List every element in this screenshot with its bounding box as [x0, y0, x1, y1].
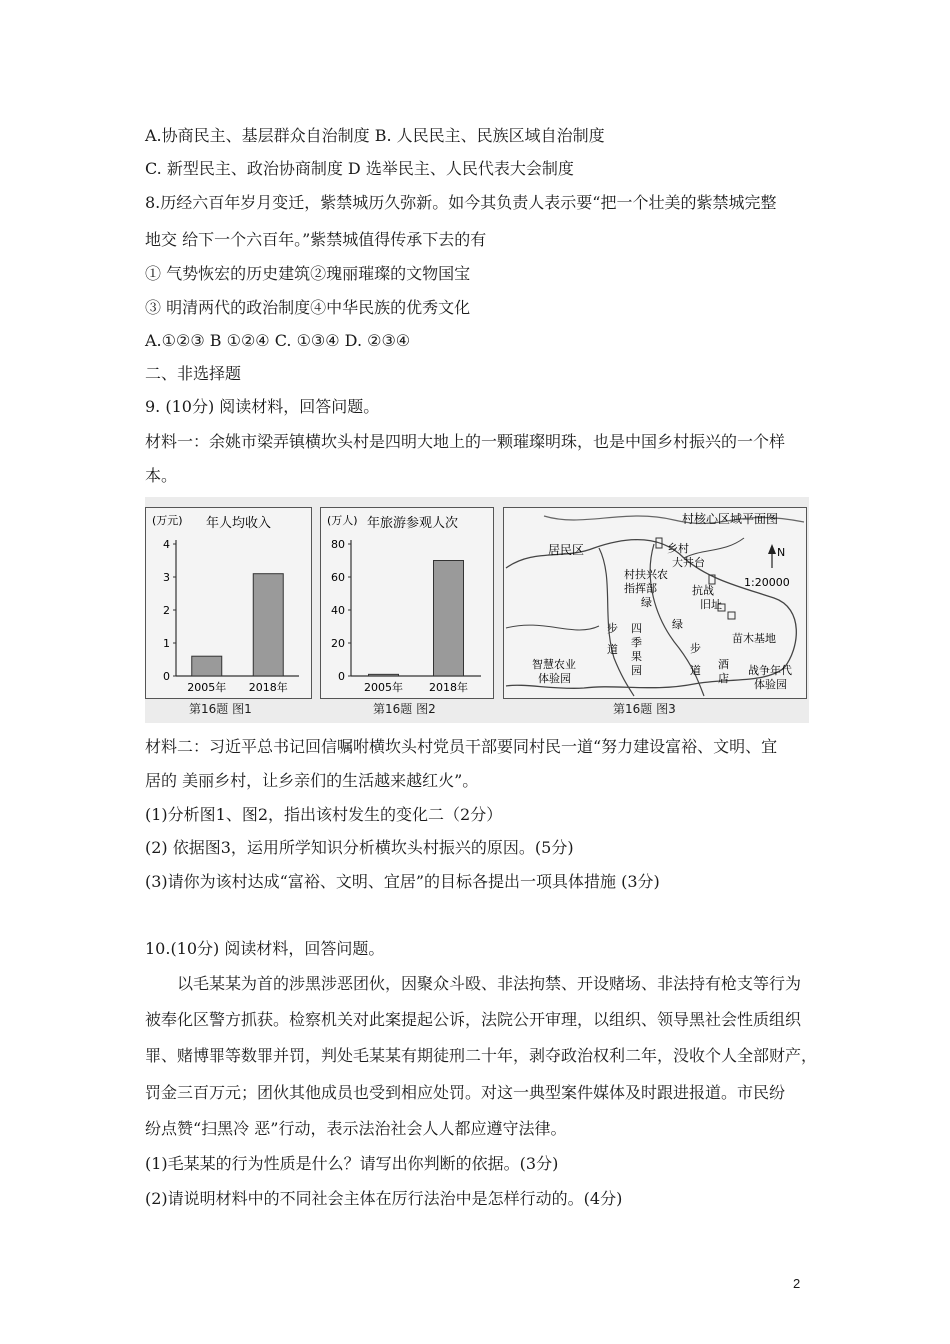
map-title: 村核心区域平面图	[682, 512, 779, 526]
map-label-hq-1: 村扶兴农	[624, 568, 668, 581]
caption-3: 第16题 图3	[613, 702, 676, 716]
map-label-smartfarm-1: 智慧农业	[532, 658, 576, 671]
map-scale: 1:20000	[744, 576, 790, 589]
chart-1-ytick-label: 1	[163, 637, 170, 650]
section-heading: 二、非选择题	[145, 364, 242, 383]
chart-1-title: 年人均收入	[206, 516, 272, 531]
map-label-orchard-1: 四	[631, 622, 642, 635]
map-label-path-1: 步	[607, 622, 618, 635]
chart-2-ytick-label: 40	[331, 604, 345, 617]
chart-2-bar	[434, 561, 464, 677]
q10-paragraph-3: 罪、赌博罪等数罪并罚，判处毛某某有期徒刑二十年，剥夺政治权利二年，没收个人全部财产，	[145, 1046, 818, 1065]
map-road-3	[506, 625, 599, 630]
q10-paragraph-1: 以毛某某为首的涉黑涉恶团伙，因聚众斗殴、非法拘禁、开设赌场、非法持有枪支等行为	[177, 974, 802, 993]
q10-paragraph-2: 被奉化区警方抓获。检察机关对此案提起公诉，法院公开审理，以组织、领导黑社会性质组织	[145, 1010, 802, 1029]
map-label-green-2: 绿	[672, 618, 683, 631]
map-building-4	[728, 612, 735, 619]
north-arrow-icon	[768, 544, 776, 568]
figure-strip	[145, 497, 809, 723]
subquestion-3: (3)请你为该村达成“富裕、文明、宜居”的目标各提出一项具体措施 (3分)	[145, 872, 660, 891]
chart-1-bar	[192, 656, 222, 676]
map-label-path-3: 步	[690, 642, 701, 655]
map-label-green-1: 绿	[641, 596, 652, 609]
map-label-well-2: 大井台	[672, 556, 705, 569]
chart-2-ytick-label: 80	[331, 538, 345, 551]
caption-1: 第16题 图1	[189, 702, 252, 716]
map-label-well-1: 乡村	[667, 542, 689, 555]
chart-2-bar	[369, 674, 399, 676]
question-8: 8.历经六百年岁月变迁，紫禁城历久弥新。如今其负责人表示要“把一个壮美的紫禁城完整	[145, 193, 777, 212]
map-north-label: N	[777, 546, 786, 559]
map-label-warsite-1: 抗战	[692, 584, 714, 597]
chart-2-category-label: 2018年	[429, 681, 468, 694]
text-line-c: C. 新型民主、政治协商制度 D 选举民主、人民代表大会制度	[145, 159, 574, 178]
map-label-orchard-2: 季	[631, 636, 642, 649]
chart-1-ytick-label: 4	[163, 538, 170, 551]
material-1-cont: 本。	[145, 466, 178, 485]
material-2-cont: 居的 美丽乡村，让乡亲们的生活越来越红火”。	[145, 771, 479, 790]
chart-2-ytick-label: 20	[331, 637, 345, 650]
map-label-path-4: 道	[690, 664, 701, 677]
chart-1-ytick-label: 2	[163, 604, 170, 617]
question-8-cont: 地交 给下一个六百年。”紫禁城值得传承下去的有	[145, 230, 487, 249]
answer-options: A.①②③ B ①②④ C. ①③④ D. ②③④	[145, 331, 411, 350]
question-10: 10.(10分) 阅读材料，回答问题。	[145, 939, 385, 958]
q10-paragraph-4: 罚金三百万元；团伙其他成员也受到相应处罚。对这一典型案件媒体及时跟进报道。市民纷	[145, 1083, 786, 1102]
question-9: 9. (10分) 阅读材料，回答问题。	[145, 397, 380, 416]
map-label-residential: 居民区	[548, 543, 585, 557]
map-label-orchard-4: 园	[631, 664, 642, 677]
chart-1-unit: (万元)	[152, 514, 183, 527]
q10-paragraph-5: 纷点赞“扫黑冷 恶”行动，表示法治社会人人都应遵守法律。	[145, 1119, 567, 1138]
chart-2	[320, 507, 494, 699]
map-label-path-2: 道	[607, 643, 618, 656]
chart-2-title: 年旅游参观人次	[367, 516, 459, 531]
map-label-hotel-2: 店	[718, 672, 729, 685]
map-label-warsite-2: 旧址	[700, 598, 722, 611]
map-label-war-exp-2: 体验园	[754, 678, 787, 691]
map-label-orchard-3: 果	[631, 650, 642, 663]
map-road-4	[684, 538, 744, 558]
q10-subquestion-1: (1)毛某某的行为性质是什么？请写出你判断的依据。(3分)	[145, 1154, 559, 1173]
chart-2-category-label: 2005年	[364, 681, 403, 694]
map-label-smartfarm-2: 体验园	[538, 672, 571, 685]
chart-2-unit: (万人)	[327, 514, 358, 527]
chart-1-ytick-label: 0	[163, 670, 170, 683]
material-1: 材料一：余姚市梁弄镇横坎头村是四明大地上的一颗璀璨明珠，也是中国乡村振兴的一个样	[145, 432, 786, 451]
q10-subquestion-2: (2)请说明材料中的不同社会主体在厉行法治中是怎样行动的。(4分)	[145, 1189, 623, 1208]
chart-1-category-label: 2018年	[248, 681, 288, 694]
chart-2-ytick-label: 0	[338, 670, 345, 683]
chart-1	[145, 507, 312, 699]
page-number: 2	[793, 1276, 801, 1291]
map-label-hotel-1: 酒	[718, 658, 729, 671]
subquestion-2: (2) 依据图3，运用所学知识分析横坎头村振兴的原因。(5分)	[145, 838, 574, 857]
village-map	[503, 507, 807, 699]
caption-2: 第16题 图2	[373, 702, 436, 716]
option-row-2: ③ 明清两代的政治制度④中华民族的优秀文化	[145, 298, 471, 317]
option-row-1: ① 气势恢宏的历史建筑②瑰丽璀璨的文物国宝	[145, 264, 471, 283]
material-2: 材料二：习近平总书记回信嘱咐横坎头村党员干部要同村民一道“努力建设富裕、文明、宜	[145, 737, 778, 756]
map-label-war-exp-1: 战争年代	[748, 664, 792, 677]
chart-2-ytick-label: 60	[331, 571, 345, 584]
text-line-a: A.协商民主、基层群众自治制度 B. 人民民主、民族区域自治制度	[145, 126, 605, 145]
map-label-nursery: 苗木基地	[732, 632, 776, 645]
subquestion-1: (1)分析图1、图2，指出该村发生的变化二（2分）	[145, 805, 503, 824]
chart-1-ytick-label: 3	[163, 571, 170, 584]
map-label-hq-2: 指挥部	[624, 582, 657, 595]
chart-1-category-label: 2005年	[187, 681, 227, 694]
chart-1-bar	[253, 574, 283, 676]
